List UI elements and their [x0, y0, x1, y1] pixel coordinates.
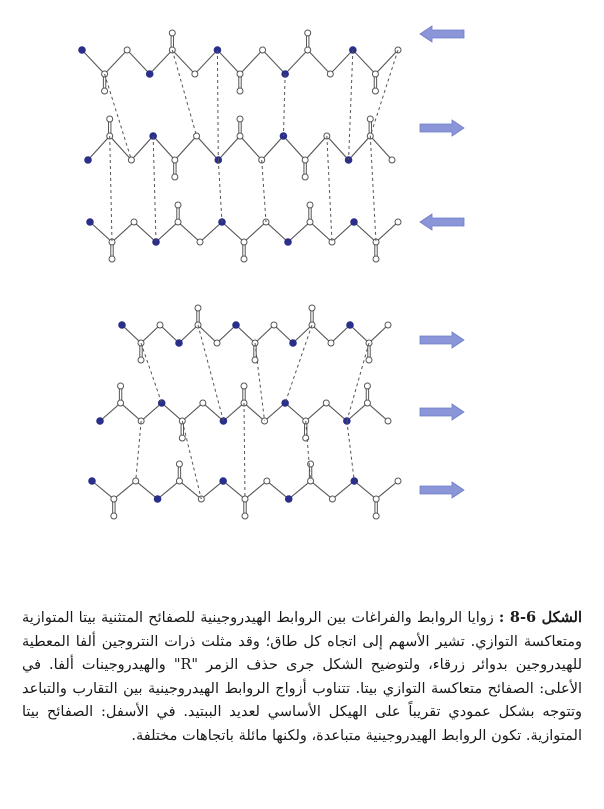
carbon-atom — [131, 219, 137, 225]
hydrogen-bond — [198, 325, 223, 421]
oxygen-atom — [241, 256, 247, 262]
arrow-left-icon — [420, 214, 464, 230]
oxygen-atom — [109, 256, 115, 262]
hydrogen-bond — [327, 136, 332, 242]
strand-top-2 — [85, 116, 395, 180]
carbon-atom — [192, 71, 198, 77]
oxygen-atom — [241, 383, 247, 389]
carbon-atom — [302, 157, 308, 163]
hydrogen-bond — [285, 325, 312, 403]
carbon-atom — [385, 418, 391, 424]
nitrogen-atom — [119, 322, 126, 329]
carbon-atom — [241, 239, 247, 245]
carbon-atom — [157, 322, 163, 328]
nitrogen-atom — [97, 418, 104, 425]
nitrogen-atom — [79, 47, 86, 54]
hydrogen-bond — [110, 136, 112, 242]
arrow-shape — [420, 26, 464, 42]
nitrogen-atom — [87, 219, 94, 226]
carbon-atom — [124, 47, 130, 53]
hydrogen-bond — [244, 403, 245, 499]
strand-bottom-1 — [119, 305, 391, 363]
carbon-atom — [175, 219, 181, 225]
nitrogen-atom — [285, 496, 292, 503]
nitrogen-atom — [220, 478, 227, 485]
carbon-atom — [260, 47, 266, 53]
backbone-line — [82, 50, 398, 74]
arrow-left-icon — [420, 26, 464, 42]
oxygen-atom — [242, 513, 248, 519]
carbon-atom — [307, 219, 313, 225]
nitrogen-atom — [282, 400, 289, 407]
nitrogen-atom — [85, 157, 92, 164]
carbon-atom — [197, 239, 203, 245]
nitrogen-atom — [154, 496, 161, 503]
carbon-atom — [111, 496, 117, 502]
nitrogen-atom — [176, 340, 183, 347]
hydrogen-bond — [153, 136, 156, 242]
carbon-atom — [395, 219, 401, 225]
caption-label: الشكل 6-8 : — [498, 609, 582, 626]
oxygen-atom — [179, 435, 185, 441]
hydrogen-bond — [217, 50, 218, 160]
figure-caption — [22, 606, 582, 748]
carbon-atom — [200, 400, 206, 406]
carbon-atom — [176, 478, 182, 484]
arrow-shape — [420, 120, 464, 136]
caption-text: زوايا الروابط والفراغات بين الروابط الهيدروجينية للصفائح المتثنية بيتا المتوازية ومتعاكسة التوازي. تشير الأسهم إلى اتجاه كل طاق؛ وقد مثلت ذرات النتروجين ألفا المعطية للهيدروجين بدوائر زرقاء، ولتوضيح الشكل جرى حذف الزمر "R" والهيدروجينات ألفا. في الأعلى: الصفائح متعاكسة التوازي بيتا. تتناوب أزواج الروابط الهيدروجينية بين التقارب والتباعد وتتوجه بشكل عمودي تقريباً على الهيكل الأساسي لعديد الببتيد. في الأسفل: الصفائح بيتا المتوازية. تكون الروابط الهيدروجينية متباعدة، ولكنها مائلة باتجاهات مختلفة. — [22, 610, 583, 744]
oxygen-atom — [107, 116, 113, 122]
hydrogen-bond — [370, 136, 376, 242]
hydrogen-bond — [262, 160, 266, 222]
oxygen-atom — [111, 513, 117, 519]
carbon-atom — [364, 400, 370, 406]
hydrogen-bond — [141, 343, 162, 403]
arrow-shape — [420, 404, 464, 420]
backbone-line — [88, 136, 392, 160]
carbon-atom — [389, 157, 395, 163]
carbon-atom — [395, 478, 401, 484]
nitrogen-atom — [285, 239, 292, 246]
oxygen-atom — [118, 383, 124, 389]
oxygen-atom — [309, 305, 315, 311]
hydrogen-bond — [136, 421, 141, 481]
oxygen-atom — [169, 30, 175, 36]
strand-top-3 — [87, 202, 401, 262]
nitrogen-atom — [233, 322, 240, 329]
arrow-shape — [420, 482, 464, 498]
hydrogen-bond — [349, 50, 353, 160]
carbon-atom — [172, 157, 178, 163]
carbon-atom — [373, 496, 379, 502]
hydrogen-bond — [347, 421, 354, 481]
oxygen-atom — [175, 202, 181, 208]
arrow-right-icon — [420, 482, 464, 498]
oxygen-atom — [237, 88, 243, 94]
carbon-atom — [328, 340, 334, 346]
hydrogen-bond — [218, 160, 222, 222]
carbon-atom — [327, 71, 333, 77]
hydrogen-bond — [347, 343, 369, 421]
oxygen-atom — [373, 256, 379, 262]
arrow-shape — [420, 214, 464, 230]
nitrogen-atom — [89, 478, 96, 485]
carbon-atom — [329, 496, 335, 502]
oxygen-atom — [302, 174, 308, 180]
oxygen-atom — [307, 202, 313, 208]
nitrogen-atom — [351, 219, 358, 226]
carbon-atom — [323, 400, 329, 406]
oxygen-atom — [305, 30, 311, 36]
arrow-shape — [420, 332, 464, 348]
antiparallel-sheet-panel — [79, 26, 464, 262]
strand-top-1 — [79, 30, 401, 94]
carbon-atom — [372, 71, 378, 77]
oxygen-atom — [195, 305, 201, 311]
nitrogen-atom — [146, 71, 153, 78]
oxygen-atom — [172, 174, 178, 180]
oxygen-atom — [102, 88, 108, 94]
nitrogen-atom — [290, 340, 297, 347]
nitrogen-atom — [347, 322, 354, 329]
carbon-atom — [264, 478, 270, 484]
carbon-atom — [271, 322, 277, 328]
arrow-right-icon — [420, 404, 464, 420]
oxygen-atom — [308, 461, 314, 467]
carbon-atom — [385, 322, 391, 328]
oxygen-atom — [303, 435, 309, 441]
arrow-right-icon — [420, 120, 464, 136]
oxygen-atom — [367, 116, 373, 122]
carbon-atom — [118, 400, 124, 406]
oxygen-atom — [372, 88, 378, 94]
parallel-sheet-panel — [89, 305, 464, 519]
oxygen-atom — [138, 357, 144, 363]
carbon-atom — [305, 47, 311, 53]
oxygen-atom — [176, 461, 182, 467]
oxygen-atom — [373, 513, 379, 519]
hydrogen-bond — [182, 421, 201, 499]
arrow-right-icon — [420, 332, 464, 348]
oxygen-atom — [366, 357, 372, 363]
carbon-atom — [237, 133, 243, 139]
oxygen-atom — [237, 116, 243, 122]
oxygen-atom — [364, 383, 370, 389]
hydrogen-bond — [283, 74, 285, 136]
carbon-atom — [237, 71, 243, 77]
carbon-atom — [214, 340, 220, 346]
